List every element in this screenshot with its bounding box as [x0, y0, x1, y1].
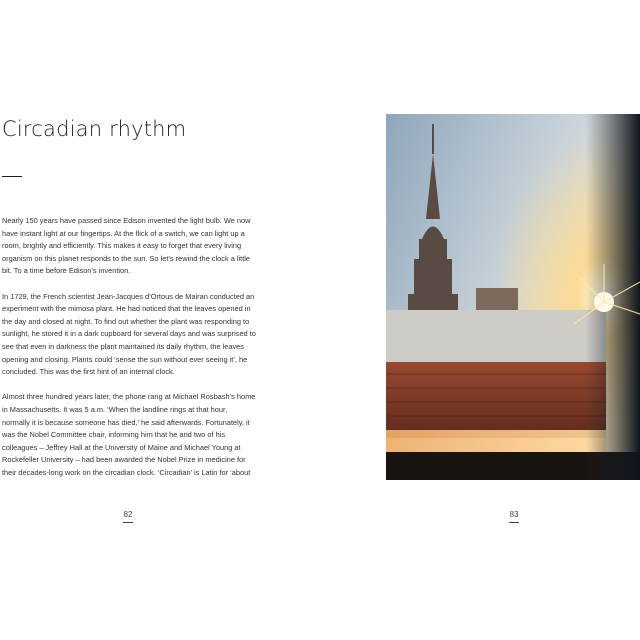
page-number-text: 82 — [123, 510, 133, 519]
wall — [386, 310, 606, 362]
paragraph: In 1729, the French scientist Jean-Jacques d’Ortous de Mairan conducted an experiment with the mimosa plant. He had noticed that the leaves opened in the day and closed at night. To find out whether the plant was responding to sunlight, he stored it in a dark cupboard for several days and was surprised to see that even in darkness the plant maintained its daily rhythm, the leaves opening and closing. Plants could ‘sense the sun without ever seeing it’, he concluded. This was the first hint of an internal clock. — [2, 291, 256, 377]
photo-illustration — [386, 114, 640, 480]
page-number-text: 83 — [509, 510, 519, 519]
chimney — [476, 288, 518, 312]
title-rule — [2, 176, 22, 177]
paragraph: Nearly 150 years have passed since Edison invented the light bulb. We now have instant light at our fingertips. At the flick of a switch, we can light up a room, brightly and efficiently. This makes it easy to forget that every living organism on this planet responds to the sun. So let’s rewind the clock a little bit. To a time before Edison’s invention. — [2, 216, 251, 276]
tiled-roof — [386, 362, 606, 438]
page-number-rule — [509, 522, 519, 523]
body-text — [2, 215, 257, 492]
window-sill-light — [386, 430, 606, 452]
page-number-rule — [123, 522, 133, 523]
chapter-title: Circadian rhythm — [2, 117, 187, 141]
sunrise-photo — [386, 114, 640, 480]
right-page — [320, 0, 640, 640]
page-number-left — [116, 510, 140, 523]
page-number-right — [502, 510, 526, 523]
paragraph: Almost three hundred years later, the phone rang at Michael Rosbash’s home in Massachusetts. It was 5 a.m. ‘When the landline rings at that hour, normally it is because someone has died,’ he said afterwards. Fortunately, it was the Nobel Committee chair, informing him that he and two of his colleagues – Jeffrey Hall at the University of Maine and Michael Young at Rockefeller University – had been awarded the Nobel Prize in medicine for their decades-long work on the circadian clock. ‘Circadian’ is Latin for ‘about — [2, 392, 256, 477]
